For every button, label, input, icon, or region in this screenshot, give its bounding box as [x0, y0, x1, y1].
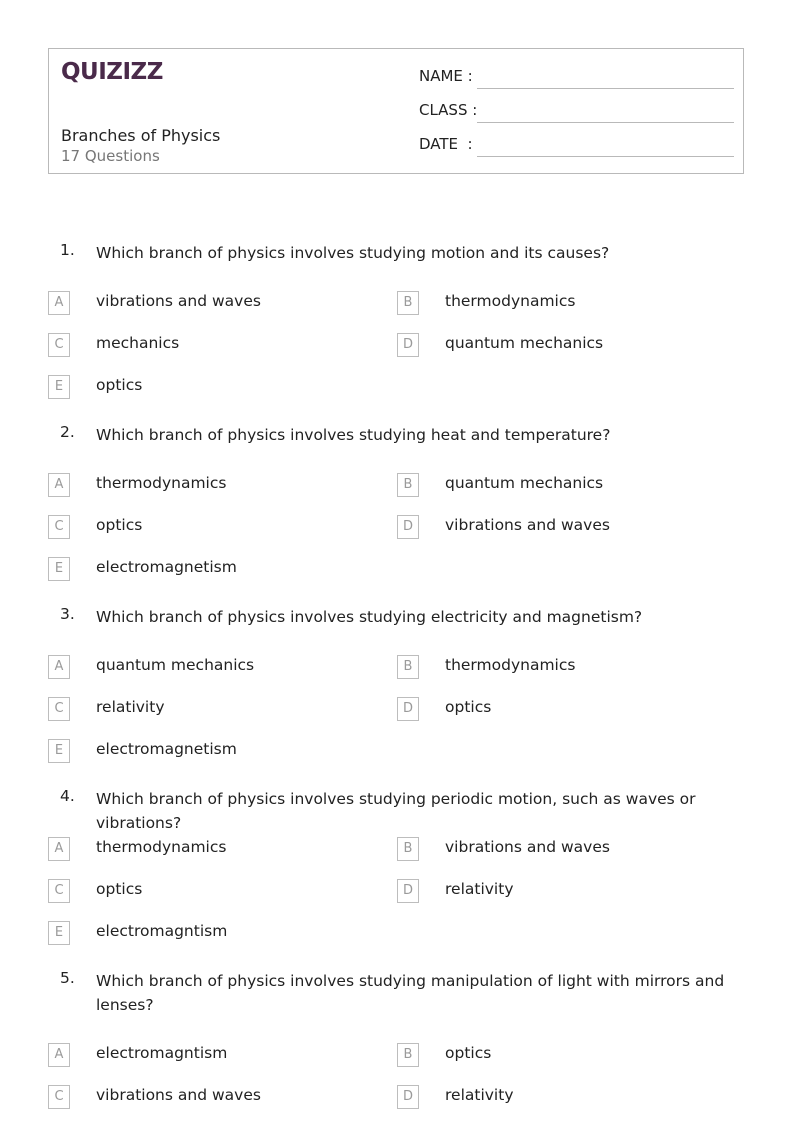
option-letter-box[interactable]: B	[397, 837, 419, 861]
option-text: quantum mechanics	[445, 334, 604, 352]
question-number: 5.	[60, 969, 75, 987]
option-letter-box[interactable]: A	[48, 837, 70, 861]
option-text: thermodynamics	[96, 474, 227, 492]
option-letter-box[interactable]: D	[397, 697, 419, 721]
option-letter-box[interactable]: D	[397, 333, 419, 357]
date-label: DATE :	[419, 135, 473, 153]
quizizz-logo: QUIZIZZ	[61, 59, 163, 85]
option-letter-box[interactable]: E	[48, 921, 70, 945]
question-count: 17 Questions	[61, 147, 160, 165]
option-text: vibrations and waves	[445, 516, 610, 534]
option-letter-box[interactable]: B	[397, 655, 419, 679]
option-letter-box[interactable]: A	[48, 1043, 70, 1067]
option-text: electromagntism	[96, 1044, 228, 1062]
name-line[interactable]	[477, 88, 734, 89]
name-label: NAME :	[419, 67, 473, 85]
option-text: optics	[96, 376, 143, 394]
class-label: CLASS :	[419, 101, 478, 119]
option-text: vibrations and waves	[445, 838, 610, 856]
option-text: electromagntism	[96, 922, 228, 940]
question-number: 1.	[60, 241, 75, 259]
option-text: optics	[445, 698, 492, 716]
option-letter-box[interactable]: C	[48, 333, 70, 357]
option-text: quantum mechanics	[445, 474, 604, 492]
option-letter-box[interactable]: A	[48, 473, 70, 497]
class-field[interactable]	[419, 101, 734, 125]
option-text: thermodynamics	[445, 656, 576, 674]
option-letter-box[interactable]: E	[48, 375, 70, 399]
option-letter-box[interactable]: D	[397, 879, 419, 903]
option-text: optics	[445, 1044, 492, 1062]
option-letter-box[interactable]: D	[397, 515, 419, 539]
option-text: relativity	[445, 1086, 514, 1104]
option-text: quantum mechanics	[96, 656, 255, 674]
option-letter-box[interactable]: A	[48, 291, 70, 315]
date-field[interactable]	[419, 135, 734, 159]
question-text: Which branch of physics involves studying manipulation of light with mirrors and lenses?	[96, 972, 725, 1014]
option-text: relativity	[445, 880, 514, 898]
option-letter-box[interactable]: B	[397, 1043, 419, 1067]
question-number: 3.	[60, 605, 75, 623]
option-letter-box[interactable]: E	[48, 739, 70, 763]
option-letter-box[interactable]: A	[48, 655, 70, 679]
option-text: electromagnetism	[96, 740, 237, 758]
date-line[interactable]	[477, 156, 734, 157]
option-text: vibrations and waves	[96, 292, 261, 310]
option-text: thermodynamics	[445, 292, 576, 310]
option-text: mechanics	[96, 334, 180, 352]
option-text: relativity	[96, 698, 165, 716]
option-letter-box[interactable]: C	[48, 697, 70, 721]
worksheet-title: Branches of Physics	[61, 126, 221, 145]
option-letter-box[interactable]: B	[397, 291, 419, 315]
option-letter-box[interactable]: E	[48, 557, 70, 581]
option-letter-box[interactable]: C	[48, 515, 70, 539]
option-text: electromagnetism	[96, 558, 237, 576]
option-text: optics	[96, 516, 143, 534]
class-line[interactable]	[477, 122, 734, 123]
option-text: thermodynamics	[96, 838, 227, 856]
question-number: 4.	[60, 787, 75, 805]
name-field[interactable]	[419, 67, 734, 91]
option-letter-box[interactable]: B	[397, 473, 419, 497]
option-text: vibrations and waves	[96, 1086, 261, 1104]
question-text: Which branch of physics involves studying electricity and magnetism?	[96, 608, 643, 626]
worksheet-header	[48, 48, 744, 174]
option-letter-box[interactable]: C	[48, 1085, 70, 1109]
option-text: optics	[96, 880, 143, 898]
question-text: Which branch of physics involves studying motion and its causes?	[96, 244, 610, 262]
option-letter-box[interactable]: D	[397, 1085, 419, 1109]
option-letter-box[interactable]: C	[48, 879, 70, 903]
question-text: Which branch of physics involves studying periodic motion, such as waves or vibrations?	[96, 790, 696, 832]
question-text: Which branch of physics involves studying heat and temperature?	[96, 426, 611, 444]
question-number: 2.	[60, 423, 75, 441]
